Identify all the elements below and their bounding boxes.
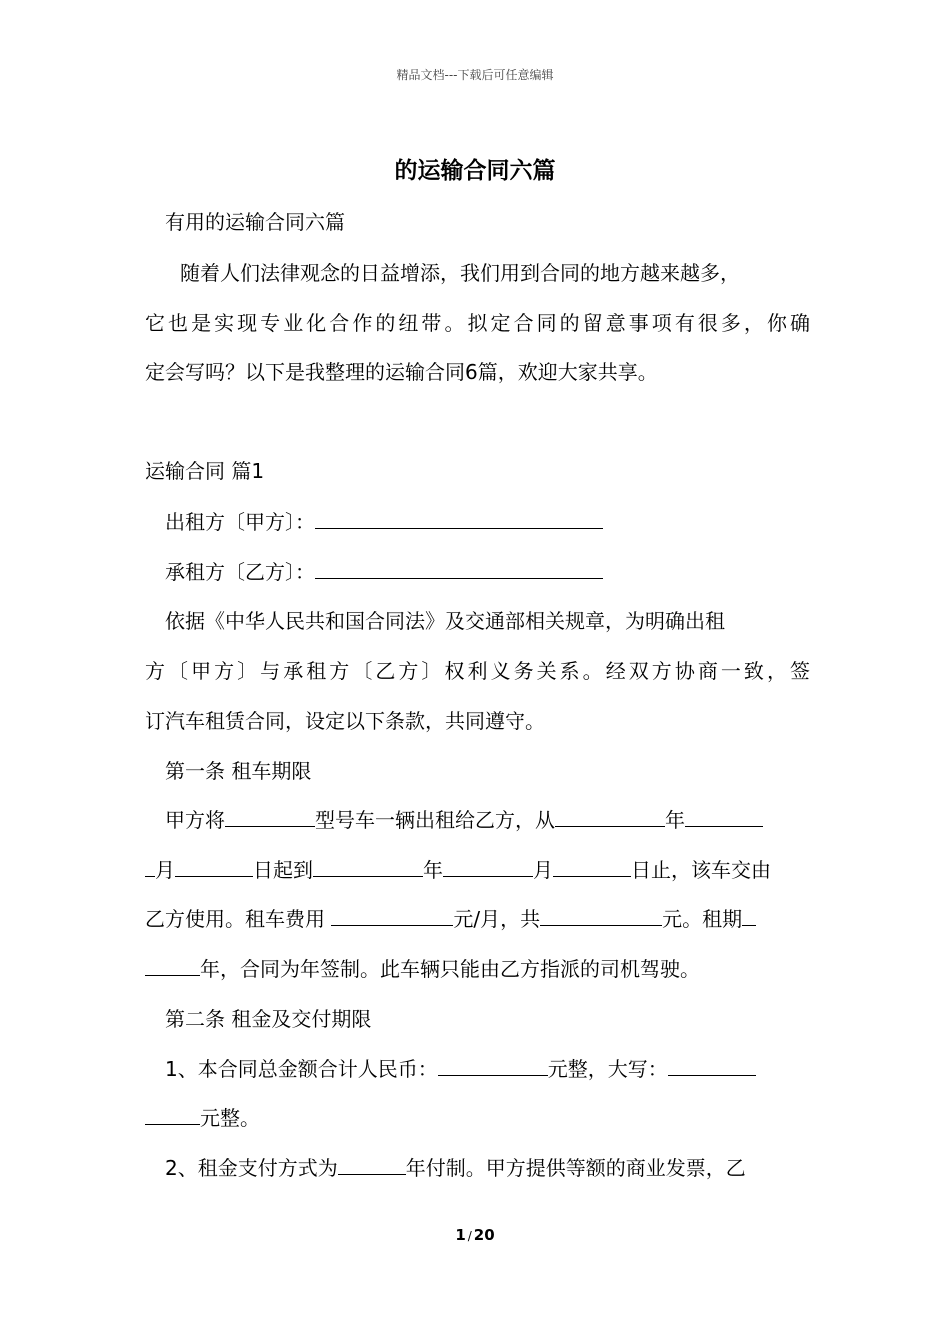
article2-heading: 第二条 租金及交付期限 xyxy=(165,1007,372,1031)
text-segment: 元整，大写： xyxy=(547,1057,668,1081)
text-segment: 乙方使用。租车费用 xyxy=(145,907,332,931)
lessor-line xyxy=(165,507,830,537)
blank xyxy=(225,806,315,827)
article2-line-1 xyxy=(165,1054,830,1084)
blank xyxy=(555,806,665,827)
blank xyxy=(553,856,631,877)
intro-line-2: 它也是实现专业化合作的纽带。拟定合同的留意事项有很多，你确 xyxy=(145,311,810,335)
intro-line-3: 定会写吗？以下是我整理的运输合同6篇，欢迎大家共享。 xyxy=(145,360,658,384)
lessor-label: 出租方〔甲方〕： xyxy=(165,510,315,534)
page-total: 20 xyxy=(473,1226,495,1244)
section-heading: 运输合同 篇1 xyxy=(145,459,265,483)
text-segment: 1、本合同总金额合计人民币： xyxy=(165,1057,438,1081)
article1-line-2 xyxy=(145,855,810,885)
blank xyxy=(313,856,423,877)
lessee-label: 承租方〔乙方〕： xyxy=(165,560,315,584)
lessee-blank xyxy=(315,558,603,579)
text-segment: 元整。 xyxy=(200,1106,260,1130)
basis-line-1: 依据《中华人民共和国合同法》及交通部相关规章，为明确出租 xyxy=(165,609,725,633)
intro-line-1: 随着人们法律观念的日益增添，我们用到合同的地方越来越多， xyxy=(180,261,740,285)
blank xyxy=(742,905,756,926)
blank xyxy=(668,1055,756,1076)
page-current: 1 xyxy=(455,1226,466,1244)
page-header: 精品文档---下载后可任意编辑 xyxy=(396,68,554,82)
blank xyxy=(438,1055,548,1076)
text-segment: 元/月，共 xyxy=(453,907,541,931)
blank xyxy=(145,955,200,976)
text-segment: 2、租金支付方式为 xyxy=(165,1156,338,1180)
text-segment: 年，合同为年签制。此车辆只能由乙方指派的司机驾驶。 xyxy=(200,957,700,981)
text-segment: 月 xyxy=(533,858,553,882)
text-segment: 月 xyxy=(155,858,175,882)
page-number xyxy=(0,1226,950,1244)
blank xyxy=(145,856,155,877)
document-subtitle: 有用的运输合同六篇 xyxy=(165,210,345,234)
article1-heading: 第一条 租车期限 xyxy=(165,759,312,783)
basis-line-2: 方〔甲方〕与承租方〔乙方〕权利义务关系。经双方协商一致，签 xyxy=(145,659,810,683)
article1-line-4 xyxy=(145,954,810,984)
basis-line-3: 订汽车租赁合同，设定以下条款，共同遵守。 xyxy=(145,709,545,733)
blank xyxy=(145,1104,200,1125)
blank xyxy=(443,856,533,877)
lessor-blank xyxy=(315,508,603,529)
text-segment: 甲方将 xyxy=(165,808,225,832)
article2-line-2 xyxy=(145,1103,810,1133)
text-segment: 型号车一辆出租给乙方，从 xyxy=(315,808,555,832)
text-segment: 年 xyxy=(665,808,685,832)
article1-line-1 xyxy=(165,805,830,835)
page-separator: / xyxy=(467,1229,472,1243)
article1-line-3 xyxy=(145,904,810,934)
text-segment: 年 xyxy=(423,858,443,882)
text-segment: 年付制。甲方提供等额的商业发票，乙 xyxy=(405,1156,746,1180)
article2-line-3 xyxy=(165,1153,830,1183)
document-title: 的运输合同六篇 xyxy=(394,158,556,184)
text-segment: 日起到 xyxy=(253,858,313,882)
blank xyxy=(338,1154,406,1175)
blank xyxy=(540,905,662,926)
text-segment: 元。租期 xyxy=(662,907,743,931)
blank xyxy=(175,856,253,877)
blank xyxy=(331,905,453,926)
text-segment: 日止，该车交由 xyxy=(631,858,771,882)
blank xyxy=(685,806,763,827)
lessee-line xyxy=(165,557,830,587)
